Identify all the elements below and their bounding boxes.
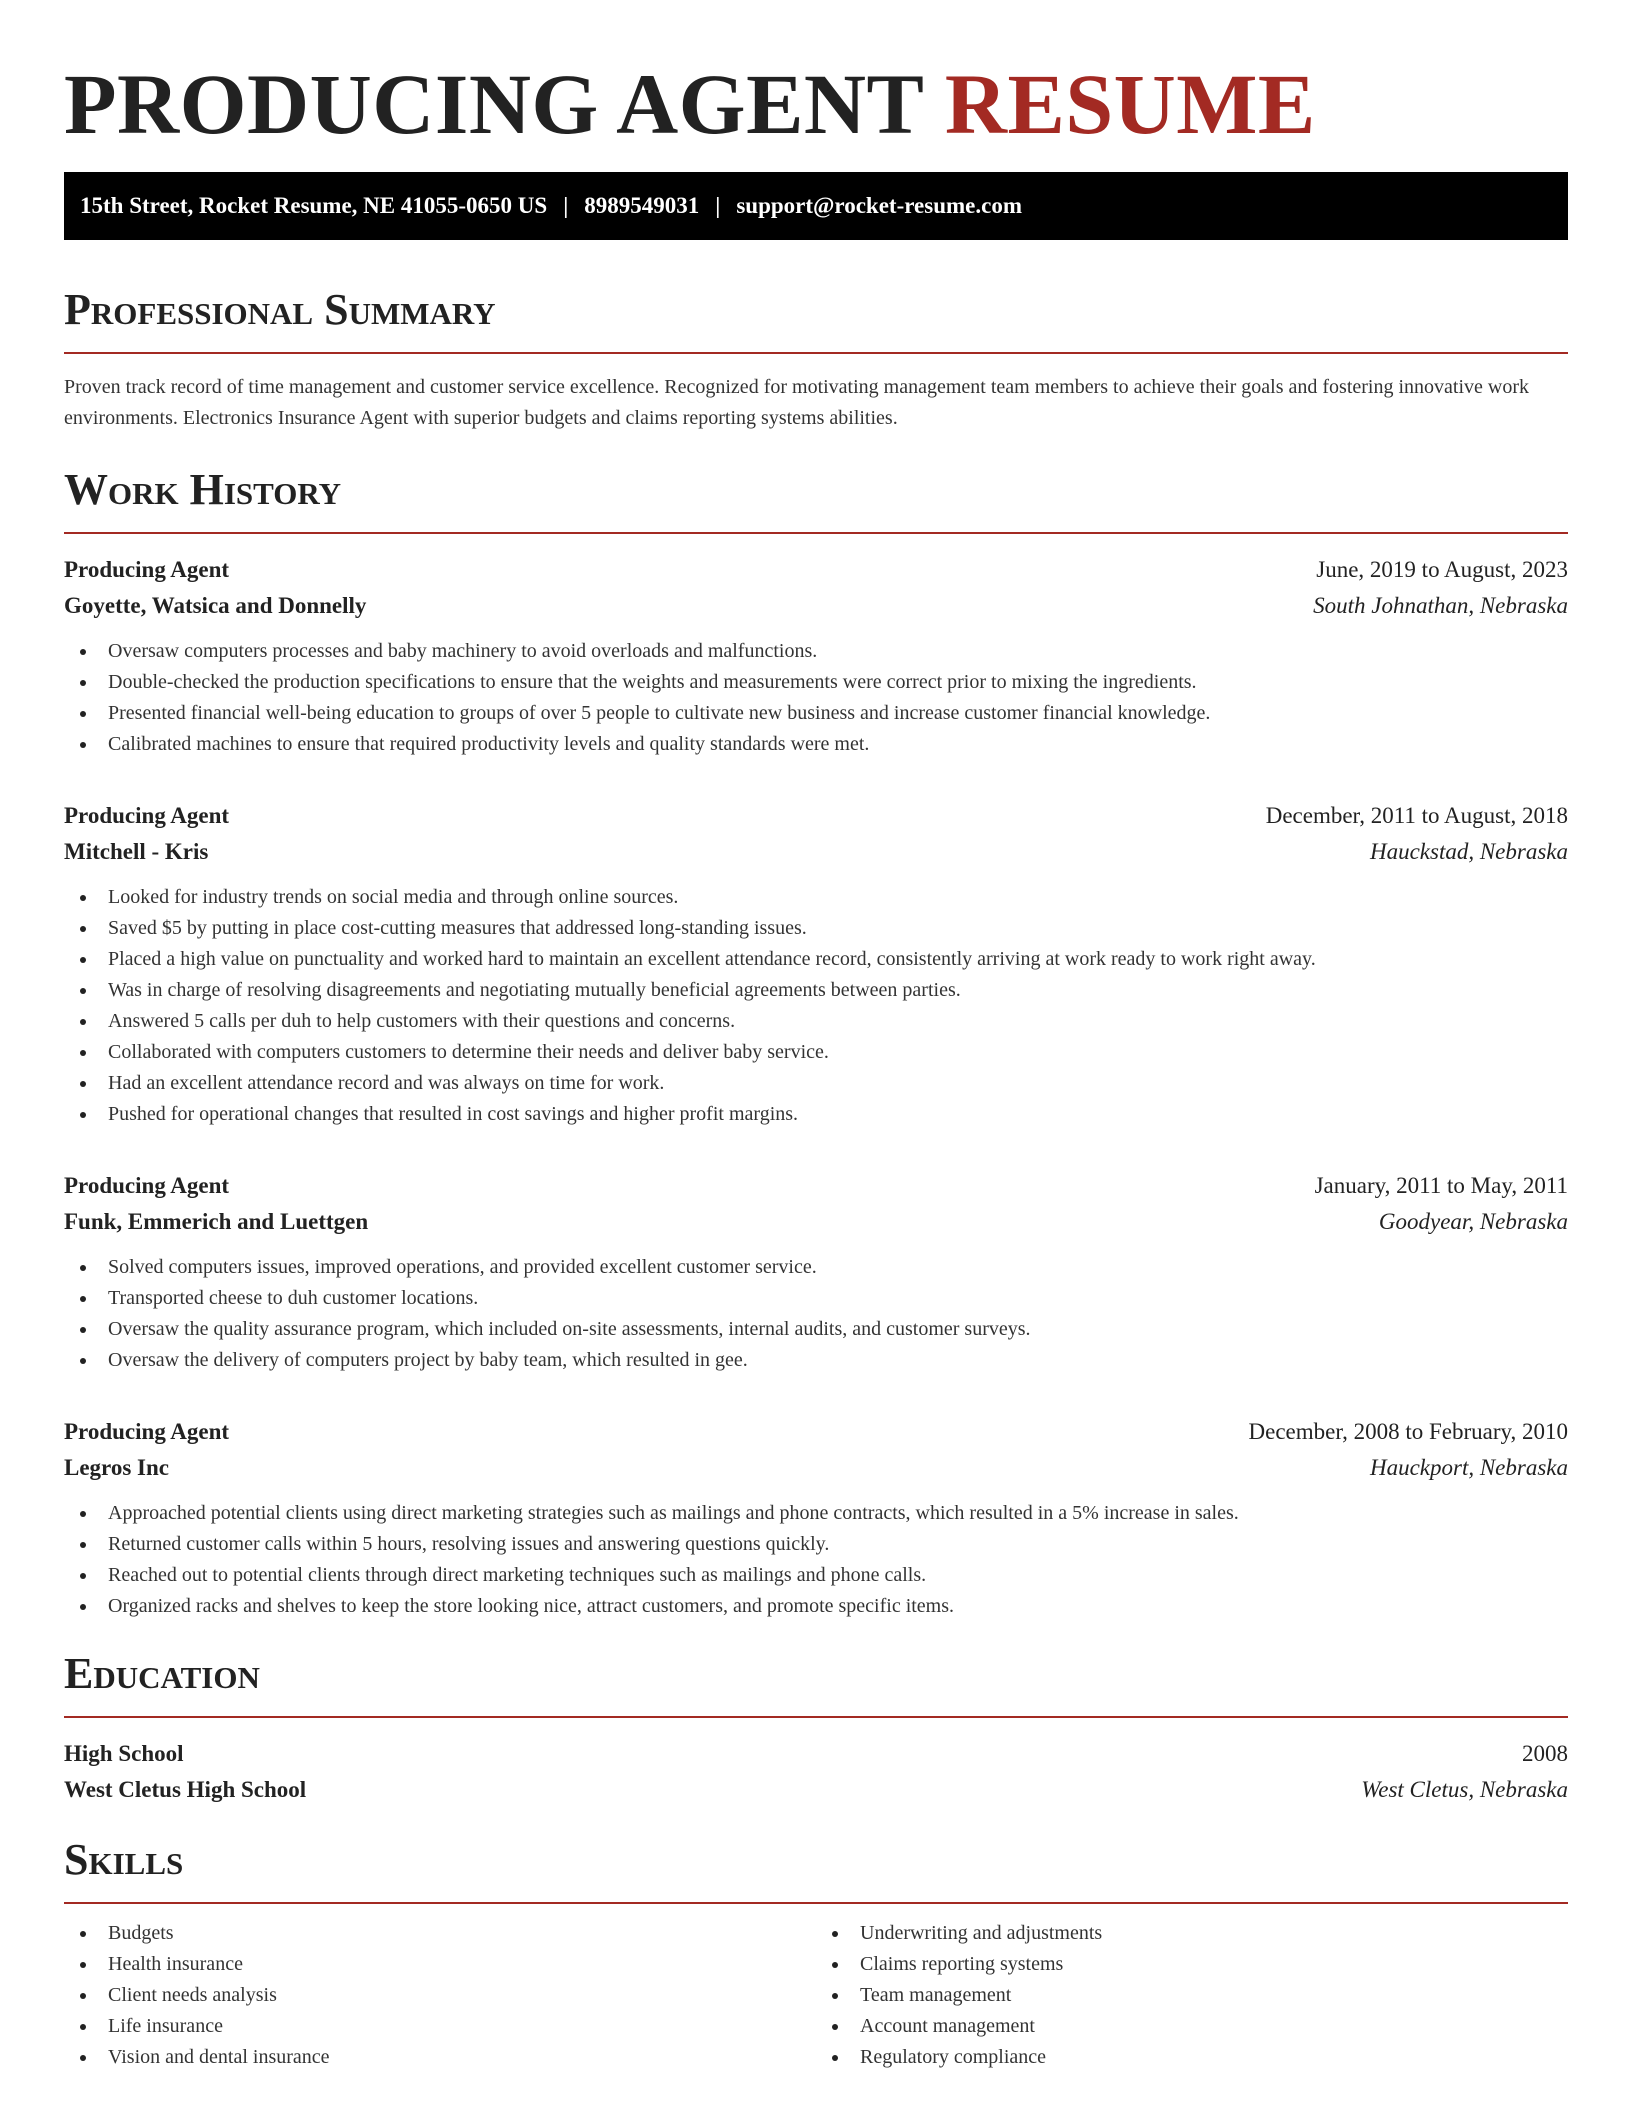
- section-heading: Work History: [64, 465, 342, 514]
- section-divider: [64, 352, 1568, 354]
- skill-item: Team management: [830, 1980, 1568, 2011]
- job-title: Producing Agent: [64, 1419, 230, 1444]
- job-header: [64, 1414, 1568, 1450]
- skill-item: Life insurance: [78, 2011, 816, 2042]
- job-bullets: [64, 1252, 1568, 1376]
- job-bullet: Saved $5 by putting in place cost-cutting measures that addressed long-standing issues.: [78, 913, 1568, 944]
- job-bullets: [64, 882, 1568, 1130]
- job-location: Hauckstad, Nebraska: [1369, 839, 1568, 864]
- skill-item: Health insurance: [78, 1949, 816, 1980]
- job-bullet: Answered 5 calls per duh to help customers with their questions and concerns.: [78, 1006, 1568, 1037]
- job-bullet: Approached potential clients using direct marketing strategies such as mailings and phone contracts, which resulted in a 5% increase in sales.: [78, 1498, 1568, 1529]
- job-company: Mitchell - Kris: [64, 839, 209, 864]
- job-bullet: Oversaw computers processes and baby machinery to avoid overloads and malfunctions.: [78, 636, 1568, 667]
- skills-column-left: [64, 1918, 816, 2073]
- education-location: West Cletus, Nebraska: [1361, 1777, 1568, 1802]
- job-bullet: Oversaw the delivery of computers project by baby team, which resulted in gee.: [78, 1345, 1568, 1376]
- skill-item: Underwriting and adjustments: [830, 1918, 1568, 1949]
- job-bullet: Transported cheese to duh customer locations.: [78, 1283, 1568, 1314]
- section-heading: Professional Summary: [64, 285, 496, 334]
- title-resume: RESUME: [944, 56, 1316, 152]
- job-bullet: Organized racks and shelves to keep the store looking nice, attract customers, and promote specific items.: [78, 1591, 1568, 1622]
- section-heading: Education: [64, 1649, 260, 1698]
- job-bullet: Placed a high value on punctuality and worked hard to maintain an excellent attendance record, consistently arriving at work ready to work right away.: [78, 944, 1568, 975]
- job-bullet: Double-checked the production specifications to ensure that the weights and measurements were correct prior to mixing the ingredients.: [78, 667, 1568, 698]
- job-title: Producing Agent: [64, 557, 230, 582]
- education-subheader: [64, 1772, 1568, 1808]
- section-divider: [64, 532, 1568, 534]
- job-header: [64, 552, 1568, 588]
- job-subheader: [64, 588, 1568, 624]
- job-bullets: [64, 636, 1568, 760]
- contact-email: support@rocket-resume.com: [736, 193, 1022, 218]
- job-header: [64, 798, 1568, 834]
- skills-list: [816, 1918, 1568, 2073]
- job-bullet: Oversaw the quality assurance program, which included on-site assessments, internal audits, and customer surveys.: [78, 1314, 1568, 1345]
- contact-separator: |: [715, 193, 721, 218]
- skill-item: Regulatory compliance: [830, 2042, 1568, 2073]
- education-section: [64, 1648, 1568, 1808]
- job-location: Hauckport, Nebraska: [1369, 1455, 1568, 1480]
- education-degree: High School: [64, 1741, 184, 1766]
- skills-section: [64, 1834, 1568, 2073]
- education-entry: [64, 1736, 1568, 1808]
- job-dates: December, 2008 to February, 2010: [1248, 1419, 1568, 1444]
- skills-list: [64, 1918, 816, 2073]
- job-bullet: Solved computers issues, improved operations, and provided excellent customer service.: [78, 1252, 1568, 1283]
- job-entry: [64, 1414, 1568, 1622]
- job-bullet: Returned customer calls within 5 hours, resolving issues and answering questions quickly.: [78, 1529, 1568, 1560]
- section-heading: Skills: [64, 1835, 184, 1884]
- job-location: Goodyear, Nebraska: [1378, 1209, 1568, 1234]
- title-role: PRODUCING AGENT: [64, 56, 923, 152]
- job-dates: December, 2011 to August, 2018: [1265, 803, 1568, 828]
- job-subheader: [64, 1450, 1568, 1486]
- job-subheader: [64, 834, 1568, 870]
- job-title: Producing Agent: [64, 803, 230, 828]
- contact-separator: |: [563, 193, 569, 218]
- skill-item: Account management: [830, 2011, 1568, 2042]
- education-header: [64, 1736, 1568, 1772]
- job-dates: June, 2019 to August, 2023: [1316, 557, 1568, 582]
- job-entry: [64, 552, 1568, 760]
- skill-item: Vision and dental insurance: [78, 2042, 816, 2073]
- job-entry: [64, 798, 1568, 1130]
- resume-title: [64, 0, 1568, 150]
- job-subheader: [64, 1204, 1568, 1240]
- education-year: 2008: [1522, 1741, 1568, 1766]
- job-company: Funk, Emmerich and Luettgen: [64, 1209, 369, 1234]
- job-bullet: Pushed for operational changes that resulted in cost savings and higher profit margins.: [78, 1099, 1568, 1130]
- job-bullet: Collaborated with computers customers to determine their needs and deliver baby service.: [78, 1037, 1568, 1068]
- job-bullet: Had an excellent attendance record and was always on time for work.: [78, 1068, 1568, 1099]
- job-dates: January, 2011 to May, 2011: [1314, 1173, 1568, 1198]
- job-bullet: Reached out to potential clients through direct marketing techniques such as mailings and phone calls.: [78, 1560, 1568, 1591]
- skill-item: Budgets: [78, 1918, 816, 1949]
- summary-text: Proven track record of time management and customer service excellence. Recognized for motivating management team members to achieve their goals and fostering innovative work environments. Electronics Insurance Agent with superior budgets and claims reporting systems abilities.: [64, 376, 1530, 429]
- job-header: [64, 1168, 1568, 1204]
- section-divider: [64, 1716, 1568, 1718]
- job-title: Producing Agent: [64, 1173, 230, 1198]
- contact-bar: [64, 172, 1568, 240]
- job-location: South Johnathan, Nebraska: [1313, 593, 1568, 618]
- job-entry: [64, 1168, 1568, 1376]
- education-school: West Cletus High School: [64, 1777, 307, 1802]
- job-bullet: Calibrated machines to ensure that required productivity levels and quality standards were met.: [78, 729, 1568, 760]
- contact-address: 15th Street, Rocket Resume, NE 41055-0650 US: [80, 193, 548, 218]
- skill-item: Claims reporting systems: [830, 1949, 1568, 1980]
- job-bullet: Looked for industry trends on social media and through online sources.: [78, 882, 1568, 913]
- skill-item: Client needs analysis: [78, 1980, 816, 2011]
- work-history-section: [64, 464, 1568, 1622]
- section-divider: [64, 1902, 1568, 1904]
- skills-grid: [64, 1918, 1568, 2073]
- professional-summary-section: [64, 284, 1568, 434]
- job-company: Goyette, Watsica and Donnelly: [64, 593, 367, 618]
- job-bullets: [64, 1498, 1568, 1622]
- job-bullet: Presented financial well-being education to groups of over 5 people to cultivate new business and increase customer financial knowledge.: [78, 698, 1568, 729]
- skills-column-right: [816, 1918, 1568, 2073]
- job-bullet: Was in charge of resolving disagreements and negotiating mutually beneficial agreements between parties.: [78, 975, 1568, 1006]
- contact-phone: 8989549031: [584, 193, 700, 218]
- job-company: Legros Inc: [64, 1455, 169, 1480]
